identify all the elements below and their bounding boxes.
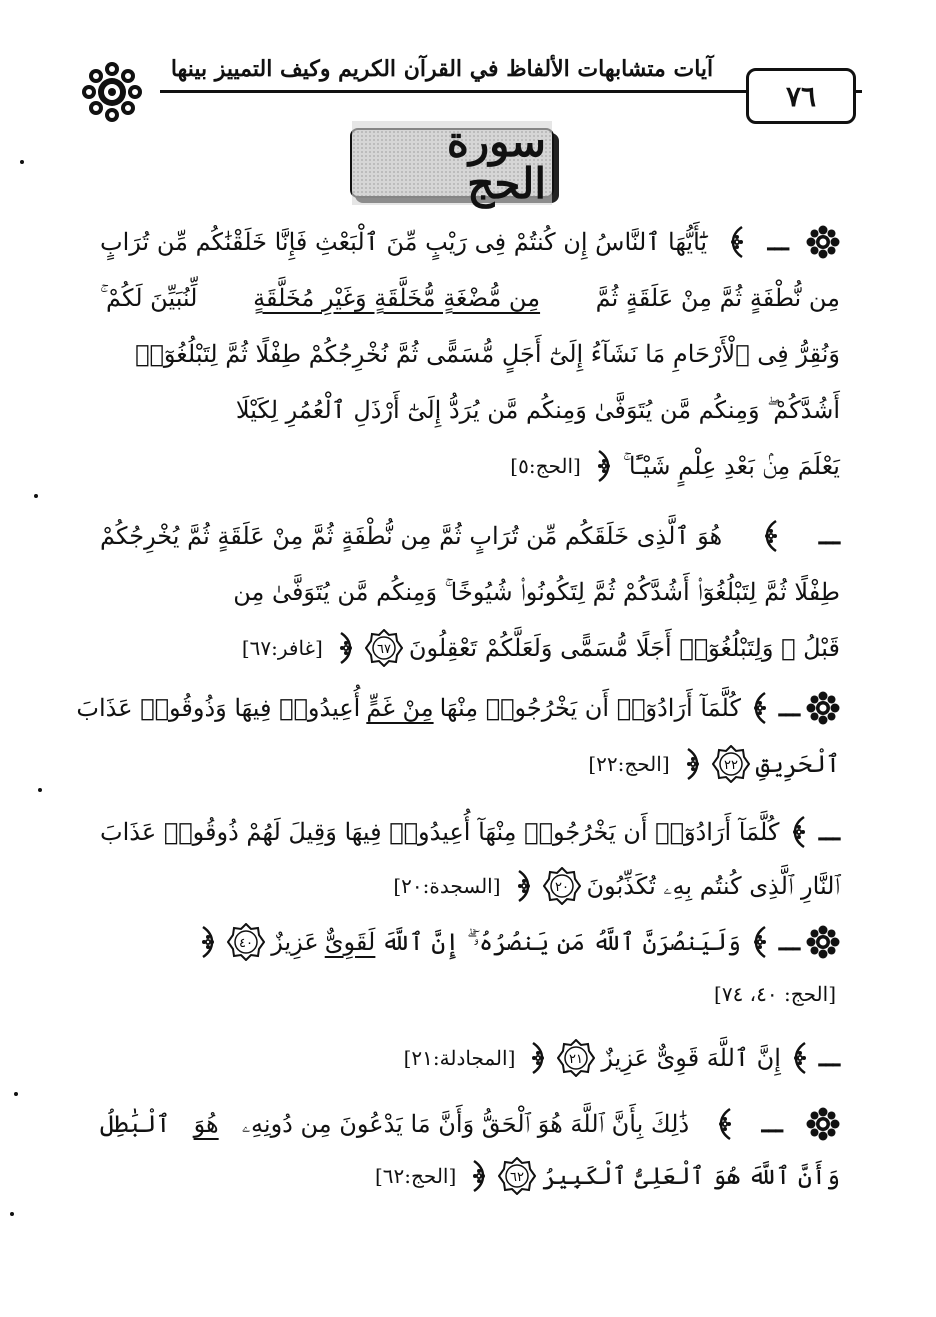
verse-reference: [الحج:٢٢] (588, 752, 670, 776)
svg-text:٢١: ٢١ (569, 1052, 584, 1067)
verse-line-2 (100, 274, 840, 322)
ornate-bracket-icon (511, 869, 537, 903)
ornate-bracket-icon (680, 747, 706, 781)
verse-text: أَشُدَّكُمْ ۖ وَمِنكُم مَّن يُتَوَفَّىٰ وَمِنكُم مَّن يُرَدُّ إِلَىٰٓ أَرْذَلِ ٱلْعُمُرِ لِكَيْلَا (235, 396, 840, 424)
scan-speck (10, 1212, 14, 1216)
verse-text: ذَٰلِكَ بِأَنَّ ٱللَّهَ هُوَ ٱلْحَقُّ وَأَنَّ مَا يَدْعُونَ مِن دُونِهِۦ (241, 1110, 690, 1138)
verse-text: لِّنُبَيِّنَ لَكُمْ ۚ (100, 284, 198, 312)
verse-text: هُوَ ٱلَّذِى خَلَقَكُم مِّن تُرَابٍ ثُمَّ مِن نُّطْفَةٍ ثُمَّ مِنْ عَلَقَةٍ ثُمَّ يُخْرِجُكُمْ (100, 522, 723, 550)
dash: ـــ (818, 1043, 840, 1072)
verse-line-15 (404, 1034, 840, 1082)
ornate-bracket-icon (195, 925, 221, 959)
svg-text:٢٠: ٢٠ (554, 880, 569, 895)
verse-text: طِفْلًا ثُمَّ لِتَبْلُغُوٓا۟ أَشُدَّكُمْ ثُمَّ لِتَكُونُوا۟ شُيُوخًا ۚ وَمِنكُم مَّن يُتَوَفَّىٰ مِن (233, 578, 840, 606)
verse-line-9 (76, 684, 840, 732)
verse-line-13 (195, 918, 840, 966)
verse-text: كُلَّمَآ أَرَادُوٓا۟ أَن يَخْرُجُوا۟ مِنْهَا (439, 694, 741, 722)
scan-speck (20, 160, 24, 164)
ornate-bracket-icon (712, 1107, 738, 1141)
verse-text: كُلَّمَآ أَرَادُوٓا۟ أَن يَخْرُجُوا۟ مِنْهَآ أُعِيدُوا۟ فِيهَا وَقِيلَ لَهُمْ ذُوقُوا۟ عَذَابَ (100, 818, 780, 846)
verse-line-5 (510, 442, 840, 490)
svg-text:٤٠: ٤٠ (239, 936, 254, 951)
verse-reference: [الحج:٦٢] (374, 1164, 457, 1188)
verse-line-7 (100, 568, 840, 616)
verse-reference: [السجدة:٢٠] (393, 874, 501, 898)
verse-line-14 (714, 970, 840, 1018)
scan-speck (34, 494, 38, 498)
verse-text: مِن نُّطْفَةٍ ثُمَّ مِنْ عَلَقَةٍ ثُمَّ (595, 284, 840, 312)
ornate-bracket-icon (333, 631, 359, 665)
verse-text: عَزِيزٌ (271, 928, 319, 956)
dash: ـــ (778, 927, 800, 956)
ayah-number-icon (557, 1039, 595, 1077)
ayah-number-icon (543, 867, 581, 905)
ornate-bracket-icon (466, 1159, 492, 1193)
scan-speck (38, 788, 42, 792)
surah-title: سورة الحج (352, 121, 552, 205)
ayah-number-icon (365, 629, 403, 667)
ornate-bracket-icon (786, 815, 812, 849)
dash: ـــ (818, 817, 840, 846)
flower-marker-icon (806, 225, 840, 259)
dash: ـــ (778, 693, 800, 722)
scan-speck (14, 1092, 18, 1096)
ornate-bracket-icon (525, 1041, 551, 1075)
dash: ـــ (767, 227, 789, 256)
verse-text: إِنَّ ٱللَّهَ قَوِىٌّ عَزِيزٌ (601, 1044, 781, 1072)
flower-marker-icon (806, 691, 840, 725)
verse-text: يَعْلَمَ مِنۢ بَعْدِ عِلْمٍ شَيْـًٔا ۚ (622, 452, 840, 480)
verse-line-12 (393, 862, 840, 910)
svg-text:٦٢: ٦٢ (510, 1170, 525, 1185)
dash: ـــ (818, 521, 840, 550)
verse-reference: [المجادلة:٢١] (403, 1046, 516, 1070)
ornate-bracket-icon (724, 225, 750, 259)
flower-marker-icon (806, 1107, 840, 1141)
underlined-phrase: هُوَ (193, 1110, 219, 1138)
ayah-number-icon (498, 1157, 536, 1195)
verse-reference: [غافر:٦٧] (241, 636, 323, 660)
page-header (70, 48, 870, 128)
ornate-bracket-icon (787, 1041, 813, 1075)
ornate-bracket-icon (747, 691, 773, 725)
verse-text: أُعِيدُوا۟ فِيهَا وَذُوقُوا۟ عَذَابَ (76, 694, 361, 722)
page-number: ٧٦ (746, 68, 856, 124)
underlined-phrase: مِنْ غَمٍّ (366, 694, 434, 722)
verse-text: ٱلْبَٰطِلُ (100, 1110, 171, 1138)
running-title: آيات متشابهات الألفاظ في القرآن الكريم وكيف التمييز بينها (170, 56, 714, 82)
verse-line-10 (588, 740, 840, 788)
svg-text:٦٧: ٦٧ (376, 642, 391, 657)
flower-marker-icon (806, 925, 840, 959)
verse-line-4 (100, 386, 840, 434)
verse-text: وَلَيَنصُرَنَّ ٱللَّهُ مَن يَنصُرُهُۥٓ ۗ إِنَّ ٱللَّهَ (381, 928, 741, 956)
verse-reference: [الحج:٥] (510, 454, 581, 478)
verse-line-16 (100, 1100, 840, 1148)
verse-line-11 (100, 808, 840, 856)
underlined-phrase: لَقَوِىٌّ (324, 928, 376, 956)
ayah-number-icon (712, 745, 750, 783)
ornate-bracket-icon (591, 449, 617, 483)
dash: ـــ (761, 1109, 783, 1138)
verse-text: يَٰٓأَيُّهَا ٱلنَّاسُ إِن كُنتُمْ فِى رَيْبٍ مِّنَ ٱلْبَعْثِ فَإِنَّا خَلَقْنَٰكُم مِّن تُرَابٍ (100, 228, 708, 256)
verse-text: وَأَنَّ ٱللَّهَ هُوَ ٱلْعَلِىُّ ٱلْكَبِيرُ (542, 1162, 840, 1190)
verse-reference: [الحج: ٤٠، ٧٤] (714, 982, 836, 1006)
verse-line-17 (375, 1152, 840, 1200)
surah-title-box (350, 117, 554, 208)
verse-line-1 (100, 218, 840, 266)
ayah-number-icon (227, 923, 265, 961)
verse-line-3 (100, 330, 840, 378)
underlined-phrase: مِن مُّضْغَةٍ مُّخَلَّقَةٍ وَغَيْرِ مُخَلَّقَةٍ (253, 284, 541, 312)
verse-text: قَبْلُ ۖ وَلِتَبْلُغُوٓا۟ أَجَلًا مُّسَمًّى وَلَعَلَّكُمْ تَعْقِلُونَ (408, 634, 840, 662)
verse-line-6 (100, 512, 840, 560)
verse-line-8 (242, 624, 840, 672)
ornate-bracket-icon (747, 925, 773, 959)
verse-text: ٱلْحَرِيقِ (755, 750, 840, 778)
ornate-bracket-icon (758, 519, 784, 553)
svg-text:٢٢: ٢٢ (723, 758, 738, 773)
verse-text: وَنُقِرُّ فِى ٱلْأَرْحَامِ مَا نَشَآءُ إِلَىٰٓ أَجَلٍ مُّسَمًّى ثُمَّ نُخْرِجُكُمْ طِفْلًا ثُمَّ لِتَبْلُغُوٓا۟ (135, 340, 840, 368)
rosette-ornament-icon (82, 62, 142, 122)
verse-text: ٱلنَّارِ ٱلَّذِى كُنتُم بِهِۦ تُكَذِّبُونَ (586, 872, 840, 900)
